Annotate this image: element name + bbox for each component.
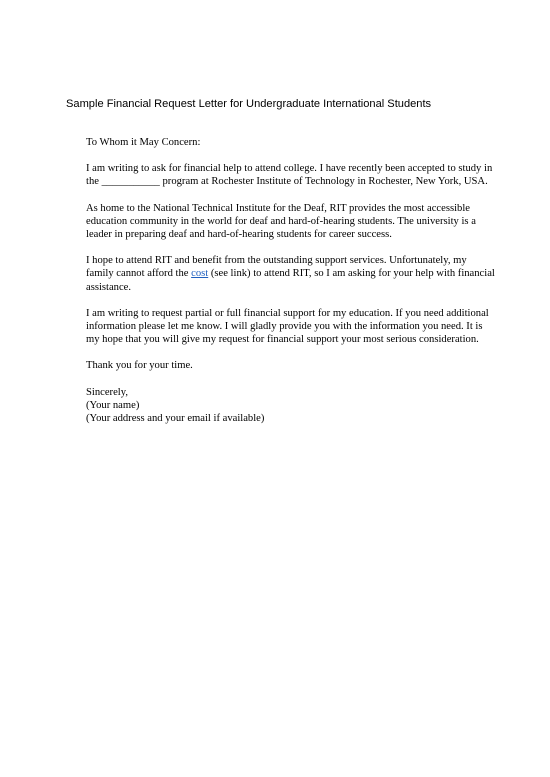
cost-link[interactable]: cost: [191, 268, 209, 280]
paragraph-financial-need: [86, 254, 496, 294]
paragraph-acceptance: I am writing to ask for financial help to attend college. I have recently been accepted to study in the ___________ program at Rochester Institute of Technology in Rochester, New York, USA.: [86, 163, 493, 188]
paragraph-financial-need-text-before: I hope to attend RIT and benefit from the outstanding support services. Unfortunately, my family cannot afford the: [86, 255, 467, 280]
letter-body: [86, 136, 496, 425]
name-placeholder: (Your name): [86, 399, 140, 411]
paragraph-financial-need-text-after: (see link) to attend RIT, so I am asking for your help with financial assistance.: [86, 268, 495, 293]
paragraph-request: I am writing to request partial or full financial support for my education. If you need additional information please let me know. I will gladly provide you with the information you need. It is my hope that you will give my request for financial support your most serious consideration.: [86, 307, 489, 346]
salutation: To Whom it May Concern:: [86, 137, 201, 148]
document-title: Sample Financial Request Letter for Undergraduate International Students: [66, 98, 432, 110]
thanks-line: Thank you for your time.: [86, 360, 193, 372]
closing: Sincerely,: [86, 386, 128, 398]
signature-block: [86, 386, 496, 426]
address-placeholder: (Your address and your email if available): [86, 413, 265, 425]
paragraph-rit-description: As home to the National Technical Institute for the Deaf, RIT provides the most accessible education community in the world for deaf and hard-of-hearing students. The university is a leader in preparing deaf and hard-of-hearing students for career success.: [86, 202, 476, 241]
